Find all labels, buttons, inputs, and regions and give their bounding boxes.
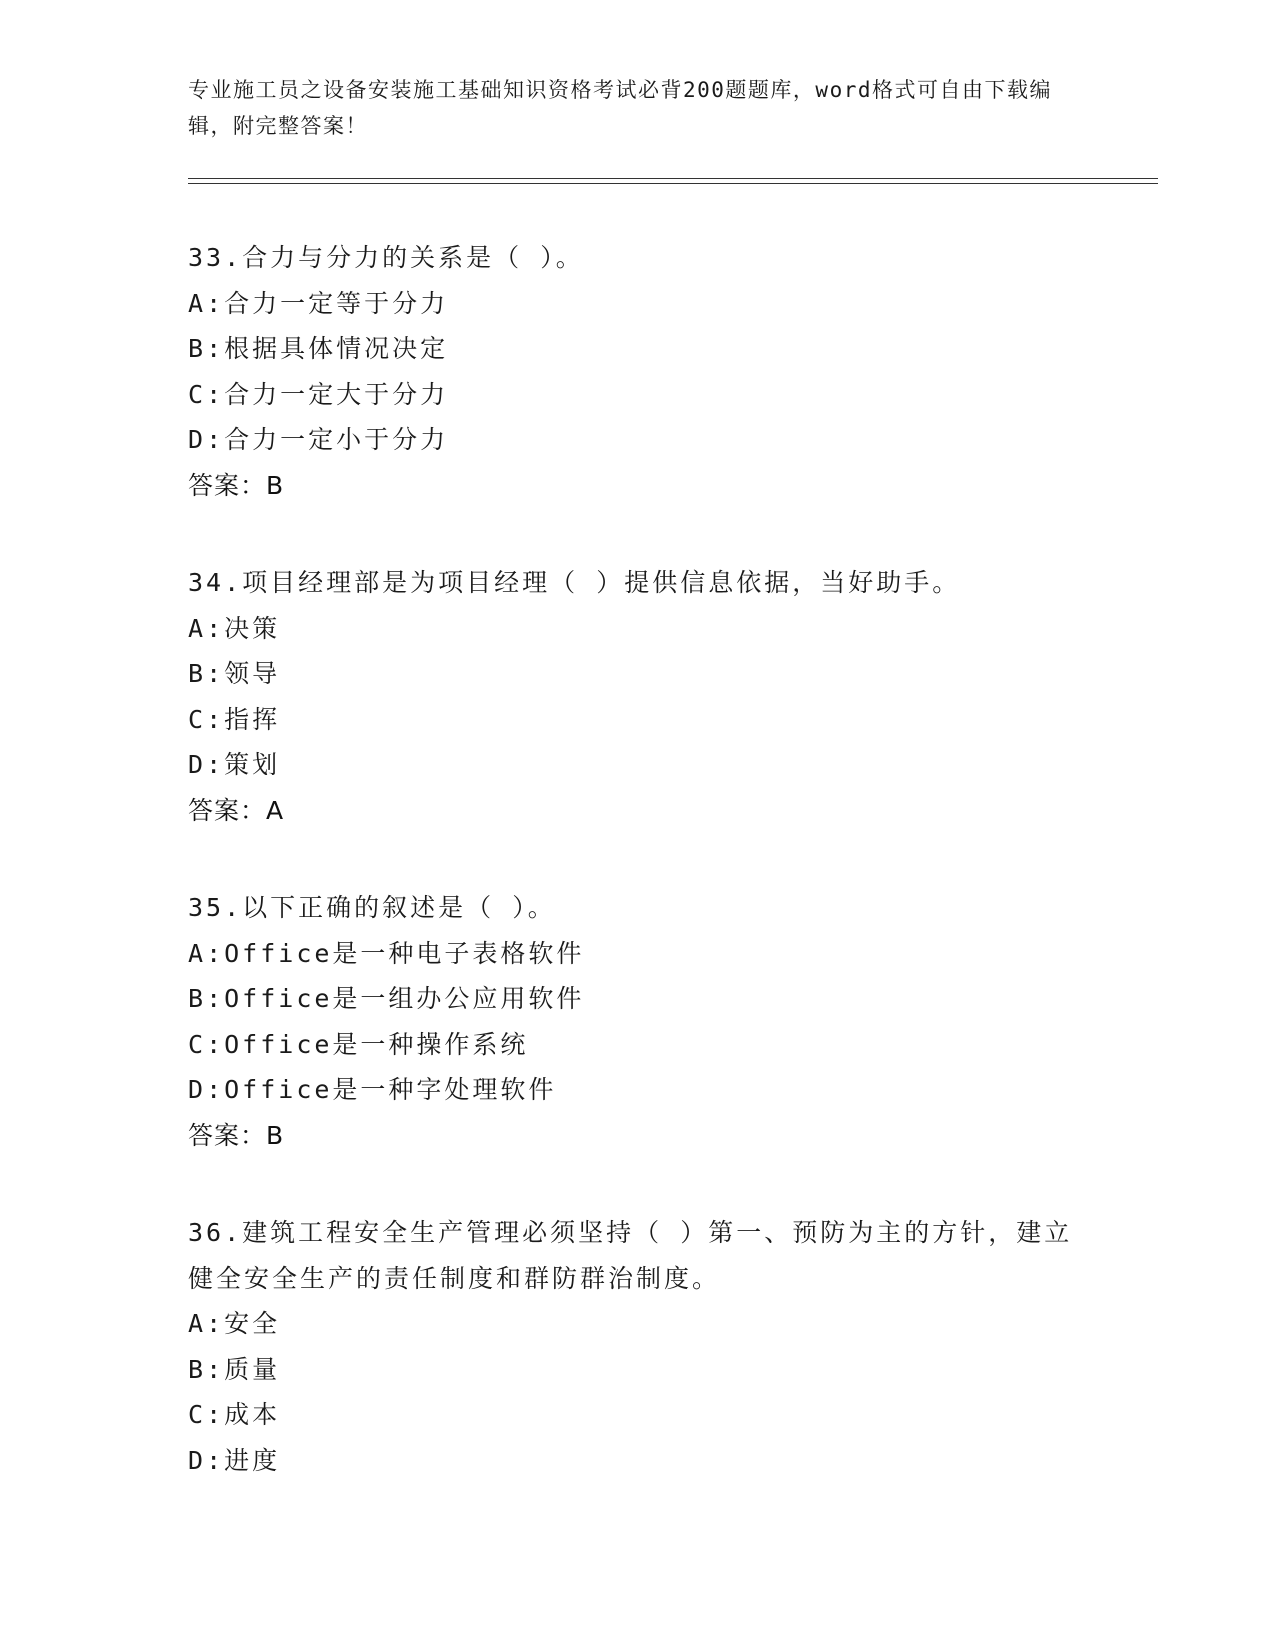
option-letter: C bbox=[188, 379, 207, 409]
question-35 bbox=[188, 885, 1088, 1158]
option-letter: B bbox=[188, 334, 207, 363]
option-d: D:Office是一种字处理软件 bbox=[188, 1067, 1088, 1113]
option-b: B:质量 bbox=[188, 1347, 1088, 1393]
option-text: 安全 bbox=[224, 1309, 281, 1338]
option-d: D:策划 bbox=[188, 742, 1088, 788]
question-34 bbox=[188, 560, 1088, 833]
answer-line bbox=[188, 1113, 1088, 1159]
answer-value: B bbox=[266, 470, 285, 500]
option-letter: B bbox=[188, 984, 207, 1013]
question-number: 34. bbox=[188, 568, 243, 597]
option-c: C:指挥 bbox=[188, 697, 1088, 743]
option-b: B:根据具体情况决定 bbox=[188, 326, 1088, 372]
option-d: D:合力一定小于分力 bbox=[188, 417, 1088, 463]
question-text bbox=[188, 560, 1088, 606]
option-text: 进度 bbox=[224, 1445, 281, 1475]
question-list bbox=[188, 235, 1088, 1535]
option-letter: C bbox=[188, 704, 207, 734]
option-letter: D bbox=[188, 1075, 207, 1104]
option-letter: B bbox=[188, 1354, 207, 1384]
option-letter: D bbox=[188, 425, 207, 454]
option-text: 策划 bbox=[224, 750, 281, 779]
option-text: 领导 bbox=[224, 659, 281, 688]
option-c: C:成本 bbox=[188, 1392, 1088, 1438]
document-header: 专业施工员之设备安装施工基础知识资格考试必背200题题库，word格式可自由下载编辑，附完整答案！ bbox=[188, 78, 1052, 138]
option-text: Office是一种操作系统 bbox=[224, 1029, 529, 1059]
option-d: D:进度 bbox=[188, 1438, 1088, 1484]
question-stem: 合力与分力的关系是（ ）。 bbox=[242, 243, 584, 272]
question-stem: 建筑工程安全生产管理必须坚持（ ）第一、预防为主的方针，建立健全安全生产的责任制度和群防群治制度。 bbox=[188, 1218, 1073, 1293]
option-text: Office是一种电子表格软件 bbox=[224, 938, 585, 968]
option-letter: D bbox=[188, 1445, 207, 1475]
option-text: 合力一定等于分力 bbox=[224, 288, 449, 318]
option-text: 成本 bbox=[224, 1400, 281, 1429]
question-33 bbox=[188, 235, 1088, 508]
answer-value: A bbox=[266, 795, 285, 825]
option-text: 合力一定大于分力 bbox=[224, 379, 449, 409]
option-letter: D bbox=[188, 750, 207, 779]
answer-line bbox=[188, 463, 1088, 509]
option-letter: A bbox=[188, 613, 207, 643]
question-number: 36. bbox=[188, 1218, 243, 1247]
option-text: 质量 bbox=[224, 1354, 281, 1384]
option-text: 根据具体情况决定 bbox=[224, 334, 449, 363]
header-divider-top bbox=[188, 178, 1158, 179]
answer-value: B bbox=[266, 1120, 285, 1150]
option-b: B:Office是一组办公应用软件 bbox=[188, 976, 1088, 1022]
option-c: C:合力一定大于分力 bbox=[188, 372, 1088, 418]
option-letter: A bbox=[188, 288, 207, 318]
option-a: A:合力一定等于分力 bbox=[188, 281, 1088, 327]
option-letter: B bbox=[188, 659, 207, 688]
question-stem: 项目经理部是为项目经理（ ）提供信息依据，当好助手。 bbox=[242, 568, 961, 597]
option-text: 决策 bbox=[224, 613, 281, 643]
option-a: A:Office是一种电子表格软件 bbox=[188, 931, 1088, 977]
question-number: 35. bbox=[188, 893, 243, 922]
option-a: A:安全 bbox=[188, 1301, 1088, 1347]
option-letter: C bbox=[188, 1029, 207, 1059]
option-letter: A bbox=[188, 1309, 207, 1338]
option-b: B:领导 bbox=[188, 651, 1088, 697]
answer-label: 答案： bbox=[188, 470, 267, 500]
option-text: 指挥 bbox=[224, 704, 281, 734]
option-text: Office是一种字处理软件 bbox=[224, 1075, 557, 1104]
answer-label: 答案： bbox=[188, 1120, 267, 1150]
answer-line bbox=[188, 788, 1088, 834]
option-text: Office是一组办公应用软件 bbox=[224, 984, 585, 1013]
answer-label: 答案： bbox=[188, 795, 267, 825]
question-36 bbox=[188, 1210, 1088, 1483]
question-text bbox=[188, 885, 1088, 931]
question-text bbox=[188, 235, 1088, 281]
option-letter: C bbox=[188, 1400, 207, 1429]
option-text: 合力一定小于分力 bbox=[224, 425, 449, 454]
option-letter: A bbox=[188, 938, 207, 968]
question-number: 33. bbox=[188, 243, 243, 272]
option-a: A:决策 bbox=[188, 606, 1088, 652]
option-c: C:Office是一种操作系统 bbox=[188, 1022, 1088, 1068]
question-text bbox=[188, 1210, 1088, 1301]
question-stem: 以下正确的叙述是（ ）。 bbox=[242, 893, 556, 922]
header-divider-bottom bbox=[188, 183, 1158, 184]
